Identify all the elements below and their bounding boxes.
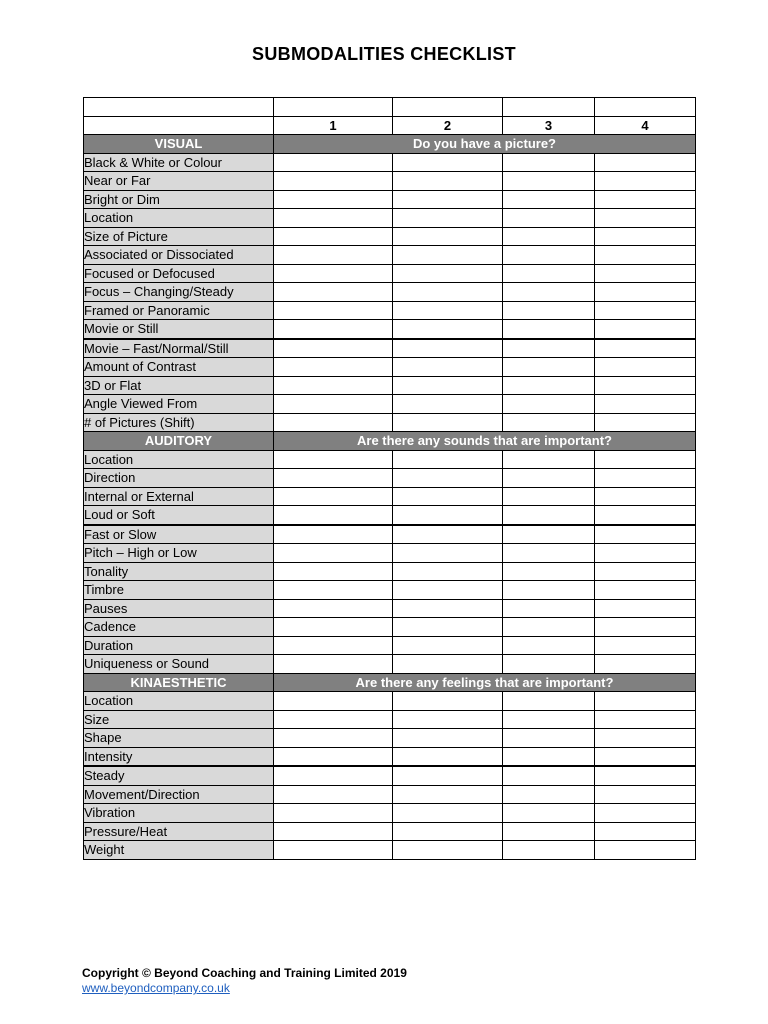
entry-cell-column-4[interactable] — [595, 153, 696, 172]
table-row — [84, 581, 696, 600]
blank-cell — [84, 116, 274, 135]
entry-cell-column-4[interactable] — [595, 358, 696, 377]
entry-cell-column-4[interactable] — [595, 618, 696, 637]
entry-cell-column-2[interactable] — [393, 153, 503, 172]
entry-cell-column-3[interactable] — [503, 655, 595, 674]
entry-cell-column-2[interactable] — [393, 544, 503, 563]
entry-cell-column-2[interactable] — [393, 450, 503, 469]
entry-cell-column-4[interactable] — [595, 301, 696, 320]
entry-cell-column-2[interactable] — [393, 636, 503, 655]
section-question: Are there any sounds that are important? — [274, 432, 696, 451]
table-row — [84, 785, 696, 804]
table-row — [84, 469, 696, 488]
submodality-label: Angle Viewed From — [84, 395, 274, 414]
entry-cell-column-4[interactable] — [595, 506, 696, 525]
entry-cell-column-1[interactable] — [274, 710, 393, 729]
entry-cell-column-3[interactable] — [503, 320, 595, 339]
entry-cell-column-1[interactable] — [274, 413, 393, 432]
entry-cell-column-3[interactable] — [503, 581, 595, 600]
entry-cell-column-2[interactable] — [393, 710, 503, 729]
entry-cell-column-3[interactable] — [503, 729, 595, 748]
submodality-label: Location — [84, 692, 274, 711]
entry-cell-column-1[interactable] — [274, 747, 393, 766]
entry-cell-column-4[interactable] — [595, 227, 696, 246]
entry-cell-column-1[interactable] — [274, 618, 393, 637]
entry-cell-column-2[interactable] — [393, 283, 503, 302]
entry-cell-column-2[interactable] — [393, 506, 503, 525]
entry-cell-column-2[interactable] — [393, 190, 503, 209]
table-row — [84, 172, 696, 191]
entry-cell-column-2[interactable] — [393, 618, 503, 637]
table-row — [84, 209, 696, 228]
submodality-label: Movie or Still — [84, 320, 274, 339]
entry-cell-column-4[interactable] — [595, 710, 696, 729]
blank-cell — [84, 98, 274, 117]
section-question: Are there any feelings that are important? — [274, 673, 696, 692]
submodality-label: Loud or Soft — [84, 506, 274, 525]
section-name: AUDITORY — [84, 432, 274, 451]
table-row — [84, 525, 696, 544]
submodality-label: Direction — [84, 469, 274, 488]
entry-cell-column-4[interactable] — [595, 264, 696, 283]
entry-cell-column-3[interactable] — [503, 506, 595, 525]
submodality-label: Timbre — [84, 581, 274, 600]
entry-cell-column-1[interactable] — [274, 190, 393, 209]
table-row — [84, 487, 696, 506]
table-row — [84, 264, 696, 283]
entry-cell-column-3[interactable] — [503, 209, 595, 228]
table-row — [84, 692, 696, 711]
entry-cell-column-3[interactable] — [503, 562, 595, 581]
entry-cell-column-3[interactable] — [503, 841, 595, 860]
entry-cell-column-3[interactable] — [503, 822, 595, 841]
entry-cell-column-2[interactable] — [393, 804, 503, 823]
entry-cell-column-3[interactable] — [503, 264, 595, 283]
table-row — [84, 766, 696, 785]
entry-cell-column-3[interactable] — [503, 785, 595, 804]
entry-cell-column-4[interactable] — [595, 747, 696, 766]
submodality-label: Weight — [84, 841, 274, 860]
section-name: KINAESTHETIC — [84, 673, 274, 692]
entry-cell-column-1[interactable] — [274, 320, 393, 339]
table-row — [84, 227, 696, 246]
entry-cell-column-3[interactable] — [503, 487, 595, 506]
entry-cell-column-4[interactable] — [595, 487, 696, 506]
copyright-text: Copyright © Beyond Coaching and Training Limited 2019 — [82, 966, 407, 980]
entry-cell-column-4[interactable] — [595, 692, 696, 711]
table-row — [84, 246, 696, 265]
submodality-label: Tonality — [84, 562, 274, 581]
entry-cell-column-1[interactable] — [274, 301, 393, 320]
entry-cell-column-2[interactable] — [393, 785, 503, 804]
column-1-entry-cell[interactable] — [274, 98, 393, 117]
submodality-label: 3D or Flat — [84, 376, 274, 395]
entry-cell-column-3[interactable] — [503, 766, 595, 785]
entry-cell-column-2[interactable] — [393, 841, 503, 860]
entry-cell-column-4[interactable] — [595, 822, 696, 841]
entry-cell-column-3[interactable] — [503, 172, 595, 191]
entry-cell-column-4[interactable] — [595, 766, 696, 785]
entry-cell-column-4[interactable] — [595, 246, 696, 265]
entry-cell-column-2[interactable] — [393, 376, 503, 395]
entry-cell-column-4[interactable] — [595, 320, 696, 339]
entry-cell-column-4[interactable] — [595, 804, 696, 823]
entry-cell-column-1[interactable] — [274, 246, 393, 265]
entry-cell-column-3[interactable] — [503, 599, 595, 618]
column-number: 3 — [503, 116, 595, 135]
entry-cell-column-2[interactable] — [393, 747, 503, 766]
table-row — [84, 395, 696, 414]
entry-cell-column-1[interactable] — [274, 636, 393, 655]
entry-cell-column-4[interactable] — [595, 562, 696, 581]
entry-cell-column-1[interactable] — [274, 804, 393, 823]
entry-cell-column-4[interactable] — [595, 841, 696, 860]
entry-cell-column-1[interactable] — [274, 227, 393, 246]
submodality-label: Vibration — [84, 804, 274, 823]
entry-cell-column-2[interactable] — [393, 729, 503, 748]
submodality-label: Location — [84, 450, 274, 469]
table-row — [84, 283, 696, 302]
submodality-label: Uniqueness or Sound — [84, 655, 274, 674]
entry-cell-column-1[interactable] — [274, 729, 393, 748]
page-title: SUBMODALITIES CHECKLIST — [252, 44, 516, 64]
table-row — [84, 153, 696, 172]
table-row — [84, 376, 696, 395]
column-number: 4 — [595, 116, 696, 135]
section-header-kinaesthetic — [84, 673, 696, 692]
entry-cell-column-3[interactable] — [503, 525, 595, 544]
entry-cell-column-2[interactable] — [393, 487, 503, 506]
entry-cell-column-2[interactable] — [393, 469, 503, 488]
entry-cell-column-2[interactable] — [393, 655, 503, 674]
entry-cell-column-2[interactable] — [393, 339, 503, 358]
column-4-entry-cell[interactable] — [595, 98, 696, 117]
entry-cell-column-2[interactable] — [393, 172, 503, 191]
header-blank-row — [84, 98, 696, 117]
entry-cell-column-3[interactable] — [503, 246, 595, 265]
entry-cell-column-1[interactable] — [274, 153, 393, 172]
column-number: 1 — [274, 116, 393, 135]
entry-cell-column-1[interactable] — [274, 358, 393, 377]
entry-cell-column-1[interactable] — [274, 655, 393, 674]
entry-cell-column-4[interactable] — [595, 209, 696, 228]
submodality-label: Cadence — [84, 618, 274, 637]
website-link[interactable]: www.beyondcompany.co.uk — [82, 981, 230, 995]
entry-cell-column-4[interactable] — [595, 339, 696, 358]
entry-cell-column-2[interactable] — [393, 413, 503, 432]
section-header-auditory — [84, 432, 696, 451]
entry-cell-column-1[interactable] — [274, 525, 393, 544]
entry-cell-column-1[interactable] — [274, 450, 393, 469]
table-row — [84, 841, 696, 860]
table-row — [84, 655, 696, 674]
submodality-label: Pauses — [84, 599, 274, 618]
entry-cell-column-3[interactable] — [503, 376, 595, 395]
entry-cell-column-4[interactable] — [595, 450, 696, 469]
entry-cell-column-1[interactable] — [274, 487, 393, 506]
submodality-label: Amount of Contrast — [84, 358, 274, 377]
table-row — [84, 729, 696, 748]
submodality-label: Black & White or Colour — [84, 153, 274, 172]
entry-cell-column-2[interactable] — [393, 562, 503, 581]
table-row — [84, 599, 696, 618]
entry-cell-column-3[interactable] — [503, 618, 595, 637]
table-row — [84, 562, 696, 581]
table-row — [84, 636, 696, 655]
submodality-label: Internal or External — [84, 487, 274, 506]
entry-cell-column-3[interactable] — [503, 190, 595, 209]
table-row — [84, 506, 696, 525]
entry-cell-column-4[interactable] — [595, 785, 696, 804]
entry-cell-column-3[interactable] — [503, 227, 595, 246]
entry-cell-column-3[interactable] — [503, 469, 595, 488]
submodality-label: Focused or Defocused — [84, 264, 274, 283]
entry-cell-column-4[interactable] — [595, 636, 696, 655]
submodality-label: Framed or Panoramic — [84, 301, 274, 320]
entry-cell-column-3[interactable] — [503, 692, 595, 711]
entry-cell-column-1[interactable] — [274, 506, 393, 525]
entry-cell-column-1[interactable] — [274, 264, 393, 283]
table-row — [84, 413, 696, 432]
entry-cell-column-3[interactable] — [503, 358, 595, 377]
entry-cell-column-4[interactable] — [595, 525, 696, 544]
submodality-label: Pressure/Heat — [84, 822, 274, 841]
submodality-label: Movement/Direction — [84, 785, 274, 804]
table-row — [84, 450, 696, 469]
entry-cell-column-3[interactable] — [503, 544, 595, 563]
table-row — [84, 822, 696, 841]
submodality-label: Duration — [84, 636, 274, 655]
entry-cell-column-4[interactable] — [595, 599, 696, 618]
entry-cell-column-1[interactable] — [274, 339, 393, 358]
submodality-label: Fast or Slow — [84, 525, 274, 544]
entry-cell-column-3[interactable] — [503, 153, 595, 172]
table-row — [84, 710, 696, 729]
entry-cell-column-3[interactable] — [503, 804, 595, 823]
entry-cell-column-3[interactable] — [503, 413, 595, 432]
entry-cell-column-3[interactable] — [503, 301, 595, 320]
entry-cell-column-4[interactable] — [595, 469, 696, 488]
entry-cell-column-1[interactable] — [274, 376, 393, 395]
column-number: 2 — [393, 116, 503, 135]
entry-cell-column-1[interactable] — [274, 599, 393, 618]
entry-cell-column-3[interactable] — [503, 710, 595, 729]
column-3-entry-cell[interactable] — [503, 98, 595, 117]
entry-cell-column-2[interactable] — [393, 581, 503, 600]
table-row — [84, 804, 696, 823]
entry-cell-column-2[interactable] — [393, 525, 503, 544]
section-question: Do you have a picture? — [274, 135, 696, 154]
footer — [82, 966, 407, 995]
submodality-label: Focus – Changing/Steady — [84, 283, 274, 302]
entry-cell-column-3[interactable] — [503, 450, 595, 469]
entry-cell-column-1[interactable] — [274, 766, 393, 785]
submodality-label: Pitch – High or Low — [84, 544, 274, 563]
submodality-label: Size — [84, 710, 274, 729]
submodality-label: Near or Far — [84, 172, 274, 191]
entry-cell-column-4[interactable] — [595, 729, 696, 748]
entry-cell-column-4[interactable] — [595, 544, 696, 563]
entry-cell-column-1[interactable] — [274, 172, 393, 191]
submodality-label: Size of Picture — [84, 227, 274, 246]
entry-cell-column-4[interactable] — [595, 581, 696, 600]
entry-cell-column-1[interactable] — [274, 395, 393, 414]
column-2-entry-cell[interactable] — [393, 98, 503, 117]
entry-cell-column-2[interactable] — [393, 358, 503, 377]
table-row — [84, 190, 696, 209]
section-name: VISUAL — [84, 135, 274, 154]
entry-cell-column-2[interactable] — [393, 822, 503, 841]
entry-cell-column-2[interactable] — [393, 395, 503, 414]
entry-cell-column-1[interactable] — [274, 581, 393, 600]
submodality-label: Shape — [84, 729, 274, 748]
section-header-visual — [84, 135, 696, 154]
entry-cell-column-2[interactable] — [393, 766, 503, 785]
table-row — [84, 358, 696, 377]
entry-cell-column-4[interactable] — [595, 413, 696, 432]
table-row — [84, 618, 696, 637]
entry-cell-column-1[interactable] — [274, 283, 393, 302]
entry-cell-column-2[interactable] — [393, 320, 503, 339]
entry-cell-column-3[interactable] — [503, 636, 595, 655]
entry-cell-column-4[interactable] — [595, 395, 696, 414]
table-row — [84, 301, 696, 320]
entry-cell-column-1[interactable] — [274, 822, 393, 841]
entry-cell-column-1[interactable] — [274, 692, 393, 711]
entry-cell-column-2[interactable] — [393, 301, 503, 320]
submodality-label: Intensity — [84, 747, 274, 766]
entry-cell-column-2[interactable] — [393, 264, 503, 283]
entry-cell-column-3[interactable] — [503, 283, 595, 302]
entry-cell-column-4[interactable] — [595, 283, 696, 302]
submodality-label: Location — [84, 209, 274, 228]
entry-cell-column-1[interactable] — [274, 469, 393, 488]
submodality-label: Movie – Fast/Normal/Still — [84, 339, 274, 358]
submodality-label: # of Pictures (Shift) — [84, 413, 274, 432]
entry-cell-column-1[interactable] — [274, 544, 393, 563]
entry-cell-column-4[interactable] — [595, 655, 696, 674]
submodality-label: Bright or Dim — [84, 190, 274, 209]
table-row — [84, 320, 696, 339]
entry-cell-column-1[interactable] — [274, 209, 393, 228]
entry-cell-column-2[interactable] — [393, 227, 503, 246]
table-row — [84, 339, 696, 358]
column-number-row — [84, 116, 696, 135]
entry-cell-column-2[interactable] — [393, 599, 503, 618]
entry-cell-column-1[interactable] — [274, 841, 393, 860]
entry-cell-column-3[interactable] — [503, 395, 595, 414]
submodality-label: Steady — [84, 766, 274, 785]
entry-cell-column-2[interactable] — [393, 209, 503, 228]
entry-cell-column-4[interactable] — [595, 190, 696, 209]
entry-cell-column-3[interactable] — [503, 339, 595, 358]
table-row — [84, 544, 696, 563]
entry-cell-column-4[interactable] — [595, 376, 696, 395]
entry-cell-column-1[interactable] — [274, 785, 393, 804]
entry-cell-column-1[interactable] — [274, 562, 393, 581]
entry-cell-column-4[interactable] — [595, 172, 696, 191]
checklist-table — [83, 97, 696, 860]
submodality-label: Associated or Dissociated — [84, 246, 274, 265]
entry-cell-column-2[interactable] — [393, 692, 503, 711]
entry-cell-column-2[interactable] — [393, 246, 503, 265]
entry-cell-column-3[interactable] — [503, 747, 595, 766]
table-row — [84, 747, 696, 766]
